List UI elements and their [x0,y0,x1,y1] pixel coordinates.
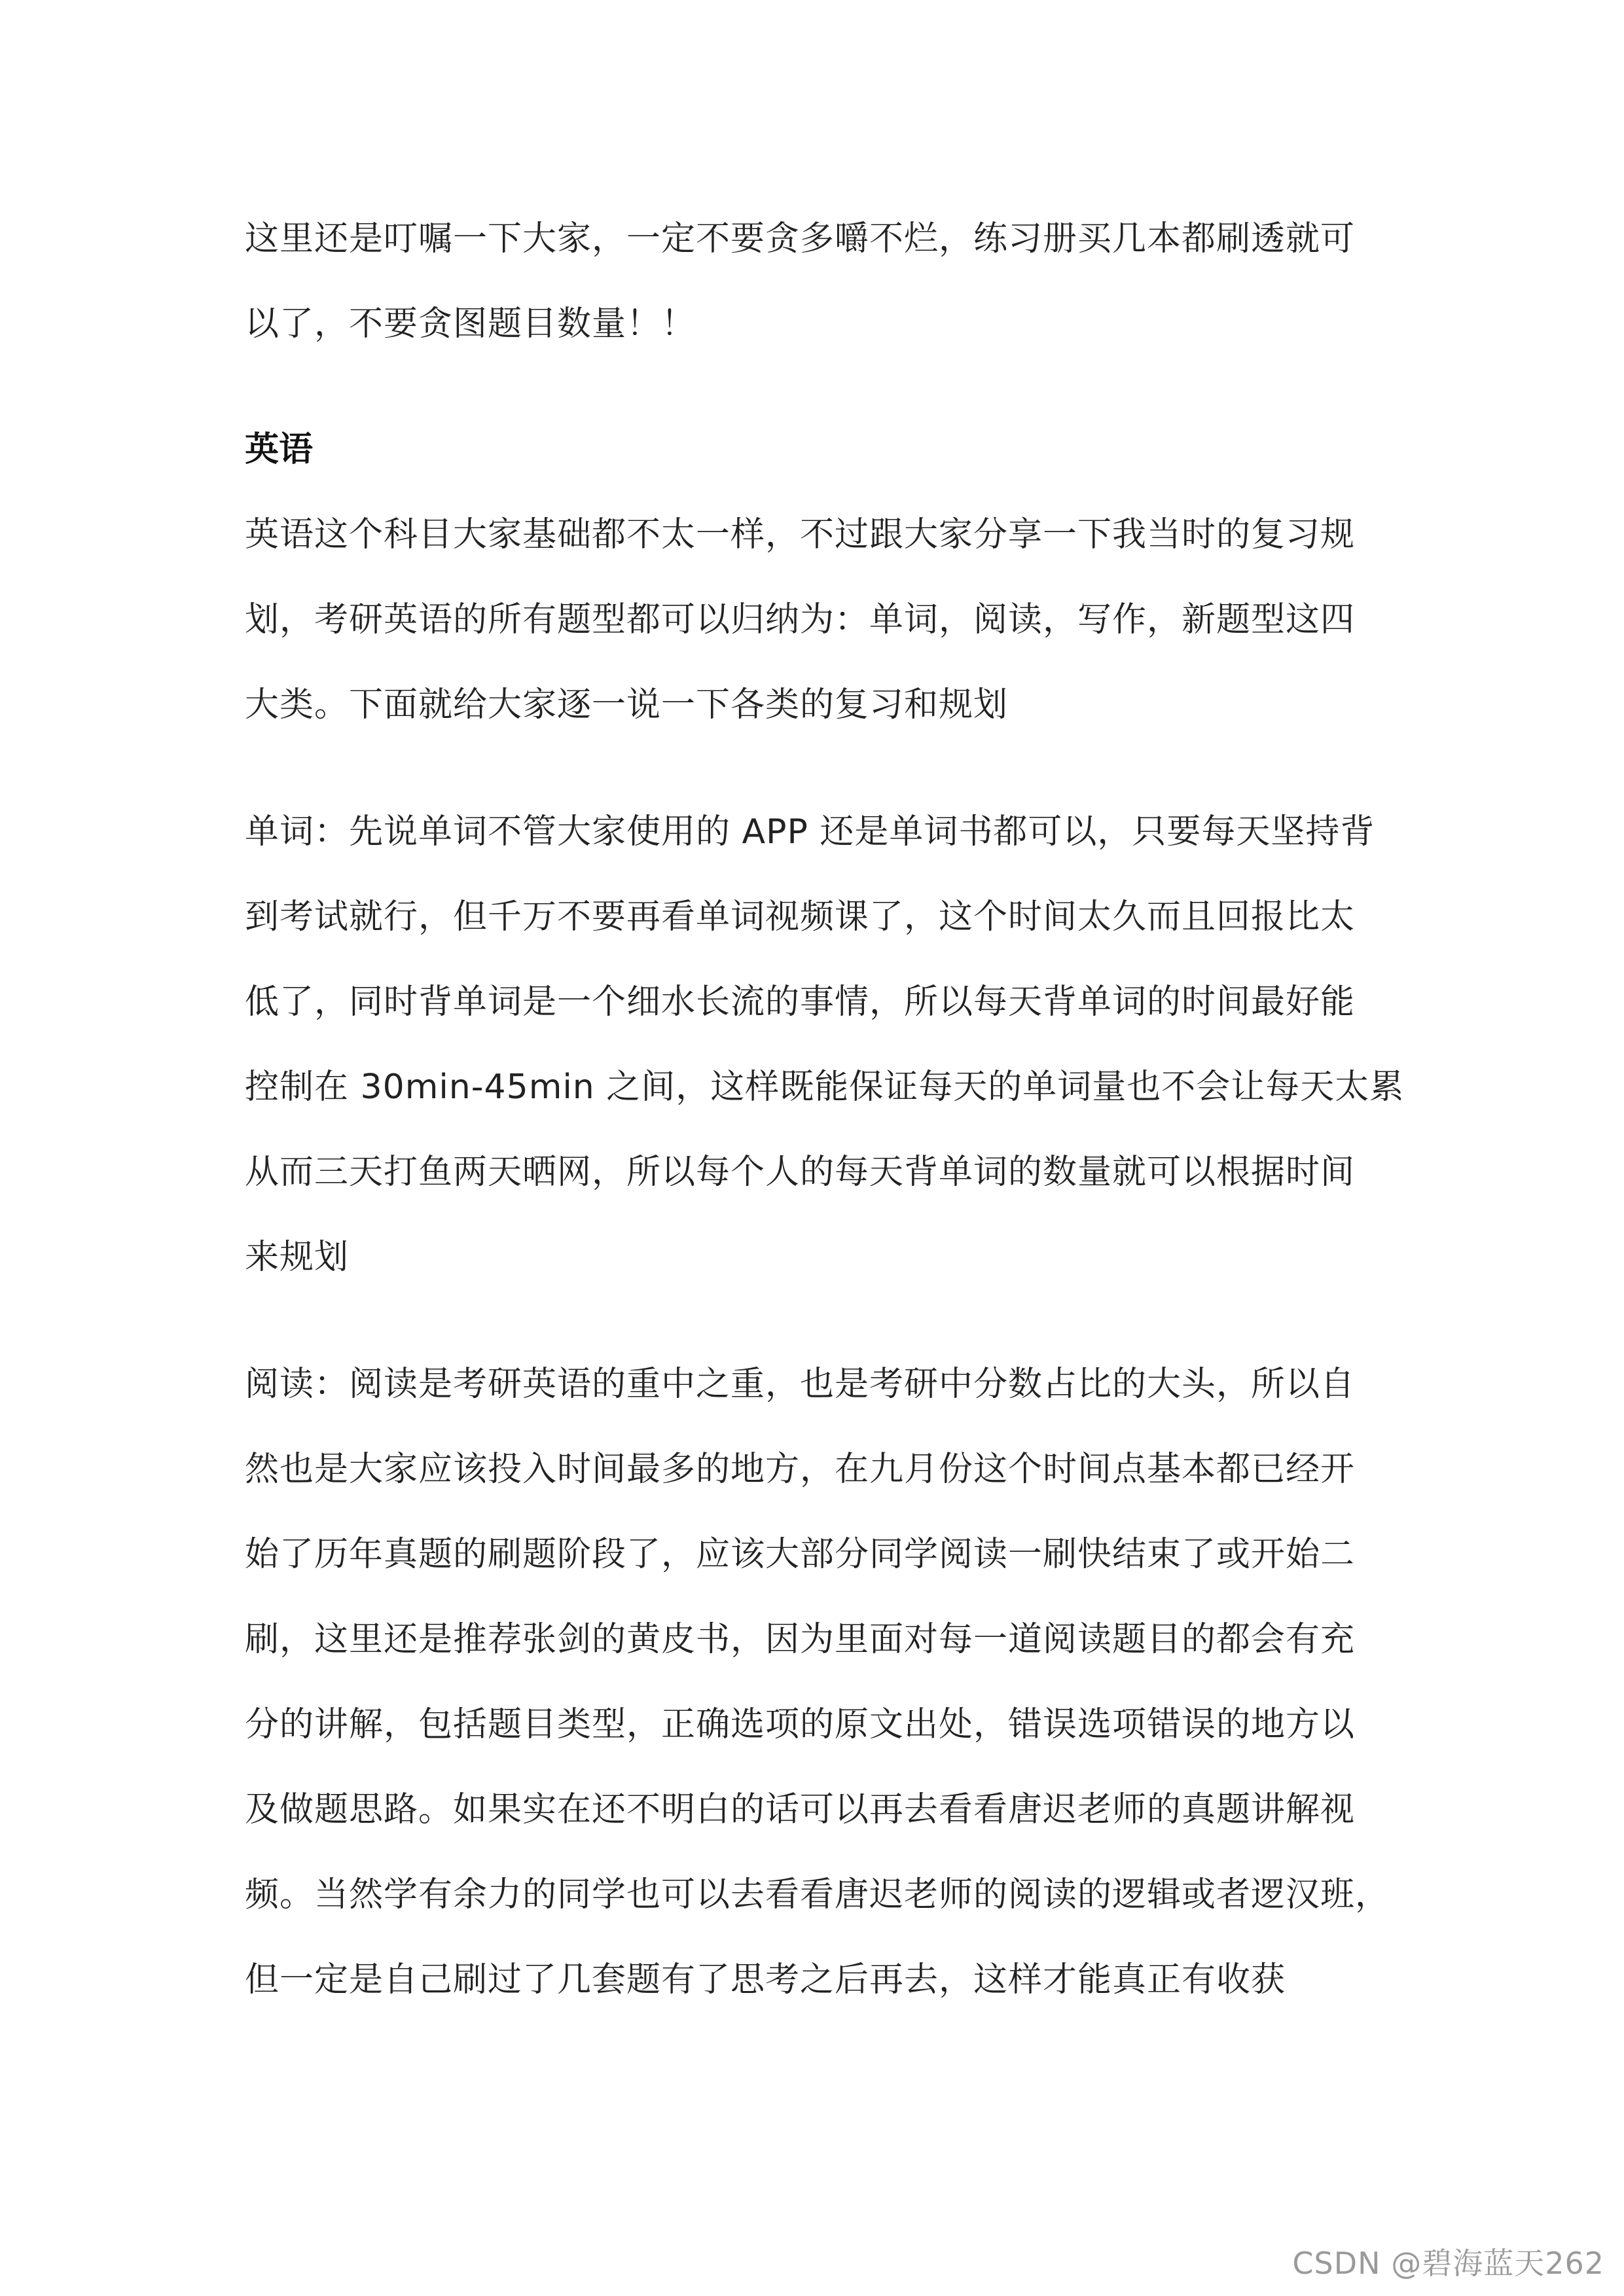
text-line: 始了历年真题的刷题阶段了，应该大部分同学阅读一刷快结束了或开始二 [245,1535,1356,1574]
paragraph-gap [245,747,1390,789]
text-line: 单词：先说单词不管大家使用的 APP 还是单词书都可以，只要每天坚持背 [245,812,1375,852]
text-line: 阅读：阅读是考研英语的重中之重，也是考研中分数占比的大头，所以自 [245,1365,1356,1404]
text-line: 分的讲解，包括题目类型，正确选项的原文出处，错误选项错误的地方以 [245,1705,1356,1744]
text-line: 及做题思路。如果实在还不明白的话可以再去看看唐迟老师的真题讲解视 [245,1790,1356,1829]
text-line: 以了，不要贪图题目数量！！ [245,304,696,344]
text-line: 然也是大家应该投入时间最多的地方，在九月份这个时间点基本都已经开 [245,1450,1356,1489]
section-heading: 英语 [245,430,314,469]
csdn-watermark: CSDN @碧海蓝天262 [1292,2246,1604,2281]
text-line: 到考试就行，但千万不要再看单词视频课了，这个时间太久而且回报比太 [245,897,1356,937]
reading-paragraph [245,1342,1390,2022]
text-line: 控制在 30min-45min 之间，这样既能保证每天的单词量也不会让每天太累 [245,1067,1405,1107]
intro-paragraph [245,196,1390,367]
paragraph-gap [245,1300,1390,1342]
text-line: 这里还是叮嘱一下大家，一定不要贪多嚼不烂，练习册买几本都刷透就可 [245,219,1356,259]
document-body [245,196,1405,2022]
text-line: 从而三天打鱼两天晒网，所以每个人的每天背单词的数量就可以根据时间 [245,1153,1356,1192]
text-line: 刷，这里还是推荐张剑的黄皮书，因为里面对每一道阅读题目的都会有充 [245,1620,1356,1659]
text-line: 频。当然学有余力的同学也可以去看看唐迟老师的阅读的逻辑或者逻汉班， [245,1875,1390,1914]
text-line: 英语这个科目大家基础都不太一样，不过跟大家分享一下我当时的复习规 [245,515,1356,554]
text-line: 低了，同时背单词是一个细水长流的事情，所以每天背单词的时间最好能 [245,982,1356,1022]
text-line: 大类。下面就给大家逐一说一下各类的复习和规划 [245,685,1009,725]
paragraph-gap [245,367,1390,407]
text-line: 来规划 [245,1238,350,1277]
text-line: 但一定是自己刷过了几套题有了思考之后再去，这样才能真正有收获 [245,1960,1286,2000]
vocabulary-paragraph [245,789,1405,1300]
overview-paragraph [245,492,1390,747]
text-line: 划，考研英语的所有题型都可以归纳为：单词，阅读，写作，新题型这四 [245,600,1356,639]
